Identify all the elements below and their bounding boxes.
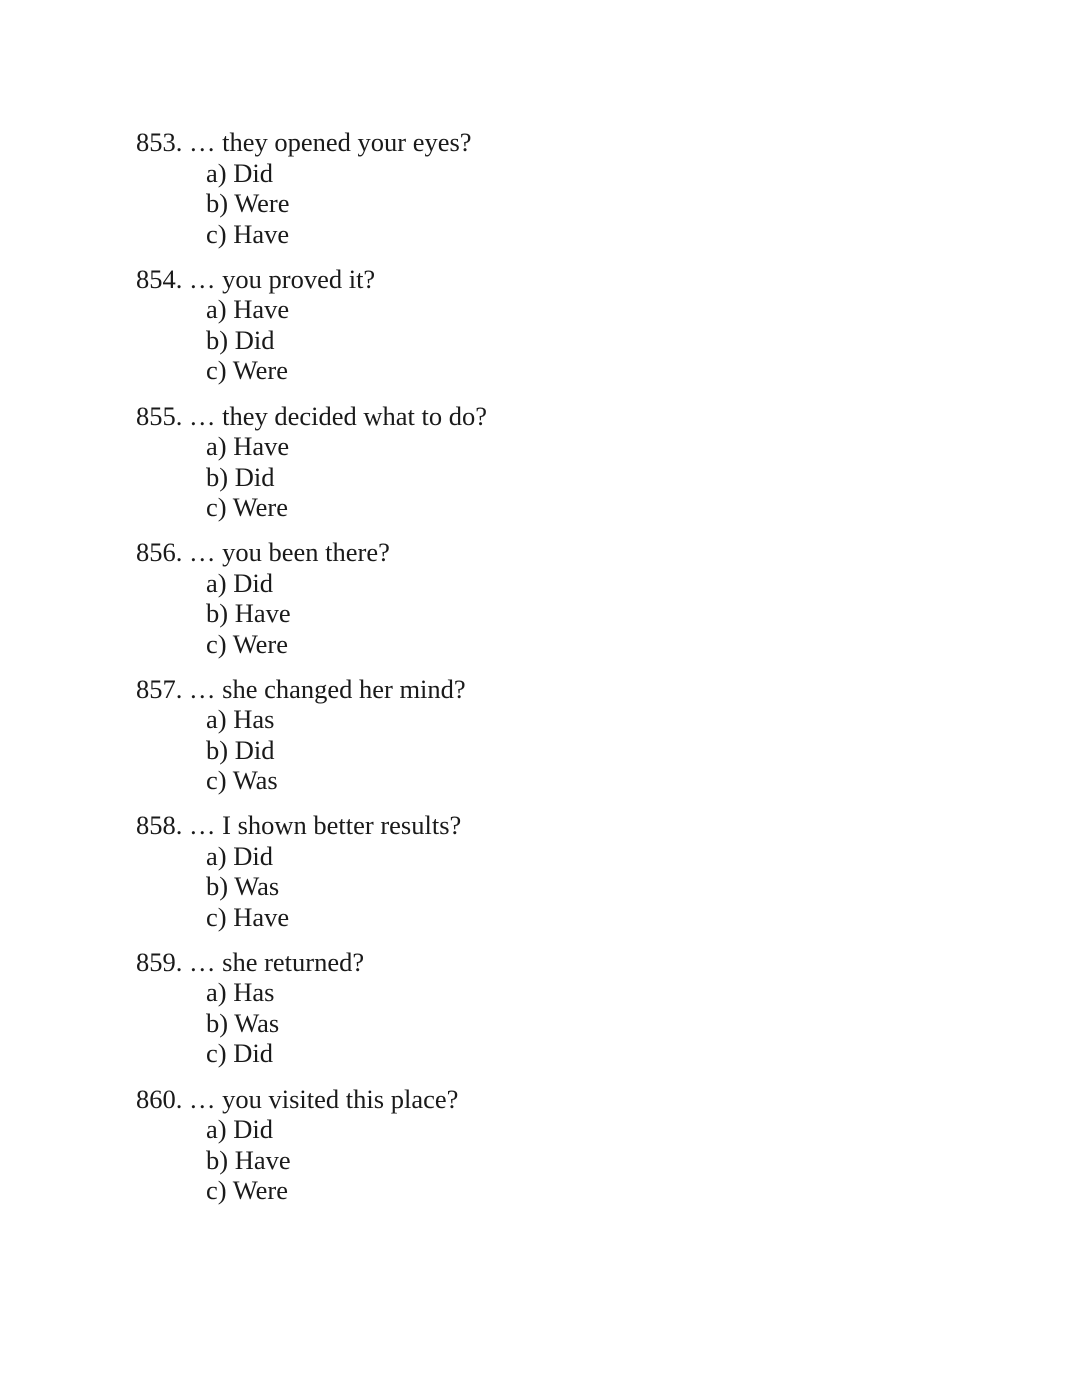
option-label: b) bbox=[206, 871, 229, 901]
option-label: a) bbox=[206, 1114, 227, 1144]
question-stem: … they decided what to do? bbox=[189, 400, 488, 431]
question-857 bbox=[136, 674, 836, 796]
option-text: Did bbox=[233, 1114, 273, 1144]
option-label: b) bbox=[206, 188, 229, 218]
option-text: Was bbox=[234, 871, 280, 901]
option-text: Have bbox=[234, 1144, 291, 1175]
question-stem: … you proved it? bbox=[189, 263, 376, 294]
option-text: Were bbox=[232, 492, 288, 522]
question-line bbox=[136, 537, 836, 568]
option-text: Has bbox=[233, 704, 275, 734]
option-text: Did bbox=[233, 567, 273, 598]
options-list bbox=[136, 568, 836, 660]
question-stem: … they opened your eyes? bbox=[189, 127, 472, 157]
options-list bbox=[136, 1114, 836, 1206]
option-c bbox=[206, 1038, 836, 1069]
question-number: 859. bbox=[136, 946, 183, 977]
question-stem: … I shown better results? bbox=[189, 810, 462, 840]
option-label: b) bbox=[206, 324, 229, 355]
option-c bbox=[206, 219, 836, 250]
question-number: 854. bbox=[136, 263, 183, 294]
option-label: a) bbox=[206, 294, 227, 324]
option-b bbox=[206, 598, 836, 629]
option-label: a) bbox=[206, 704, 227, 734]
question-line bbox=[136, 1084, 836, 1115]
option-label: a) bbox=[206, 840, 227, 871]
option-text: Have bbox=[233, 901, 290, 932]
option-label: b) bbox=[206, 1007, 229, 1038]
option-b bbox=[206, 1145, 836, 1176]
question-856 bbox=[136, 537, 836, 659]
option-label: c) bbox=[206, 765, 227, 795]
option-text: Have bbox=[233, 218, 290, 249]
option-text: Was bbox=[232, 765, 278, 795]
options-list bbox=[136, 704, 836, 796]
option-text: Was bbox=[234, 1007, 280, 1038]
option-label: c) bbox=[206, 1175, 227, 1205]
question-855 bbox=[136, 401, 836, 523]
option-a bbox=[206, 158, 836, 189]
option-label: c) bbox=[206, 218, 227, 249]
question-number: 858. bbox=[136, 810, 183, 840]
question-858 bbox=[136, 810, 836, 932]
option-text: Has bbox=[233, 977, 275, 1007]
option-b bbox=[206, 735, 836, 766]
question-stem: … she returned? bbox=[189, 946, 365, 977]
options-list bbox=[136, 977, 836, 1069]
option-text: Did bbox=[233, 157, 273, 188]
option-label: c) bbox=[206, 492, 227, 522]
option-text: Have bbox=[233, 294, 290, 324]
option-text: Have bbox=[233, 431, 290, 461]
option-c bbox=[206, 902, 836, 933]
question-number: 857. bbox=[136, 673, 183, 704]
option-c bbox=[206, 492, 836, 523]
options-list bbox=[136, 431, 836, 523]
option-text: Did bbox=[233, 840, 273, 871]
question-859 bbox=[136, 947, 836, 1069]
option-c bbox=[206, 355, 836, 386]
question-line bbox=[136, 401, 836, 432]
option-text: Were bbox=[232, 1175, 288, 1205]
question-line bbox=[136, 810, 836, 841]
option-label: b) bbox=[206, 461, 229, 492]
option-a bbox=[206, 704, 836, 735]
option-label: c) bbox=[206, 628, 227, 659]
question-line bbox=[136, 674, 836, 705]
option-text: Did bbox=[234, 324, 275, 355]
option-label: c) bbox=[206, 901, 227, 932]
option-a bbox=[206, 1114, 836, 1145]
option-label: a) bbox=[206, 157, 227, 188]
option-a bbox=[206, 841, 836, 872]
option-label: b) bbox=[206, 598, 229, 628]
question-number: 856. bbox=[136, 537, 183, 567]
option-label: c) bbox=[206, 355, 227, 385]
option-text: Have bbox=[234, 598, 291, 628]
options-list bbox=[136, 294, 836, 386]
option-label: c) bbox=[206, 1038, 227, 1068]
option-a bbox=[206, 431, 836, 462]
option-label: a) bbox=[206, 977, 227, 1007]
question-stem: … you visited this place? bbox=[189, 1083, 459, 1114]
question-number: 860. bbox=[136, 1083, 183, 1114]
options-list bbox=[136, 158, 836, 250]
option-label: b) bbox=[206, 734, 229, 765]
option-c bbox=[206, 1175, 836, 1206]
question-number: 855. bbox=[136, 400, 183, 431]
option-text: Were bbox=[234, 188, 290, 218]
option-text: Did bbox=[234, 461, 275, 492]
question-860 bbox=[136, 1084, 836, 1206]
option-label: b) bbox=[206, 1144, 229, 1175]
option-text: Did bbox=[233, 1038, 273, 1068]
option-label: a) bbox=[206, 567, 227, 598]
question-line bbox=[136, 127, 836, 158]
option-a bbox=[206, 977, 836, 1008]
question-stem: … you been there? bbox=[189, 537, 390, 567]
option-b bbox=[206, 871, 836, 902]
option-text: Were bbox=[232, 355, 288, 385]
option-a bbox=[206, 568, 836, 599]
option-a bbox=[206, 294, 836, 325]
options-list bbox=[136, 841, 836, 933]
question-stem: … she changed her mind? bbox=[189, 673, 466, 704]
question-line bbox=[136, 947, 836, 978]
option-label: a) bbox=[206, 431, 227, 461]
option-text: Did bbox=[234, 734, 275, 765]
question-line bbox=[136, 264, 836, 295]
option-text: Were bbox=[232, 628, 288, 659]
option-b bbox=[206, 188, 836, 219]
option-b bbox=[206, 1008, 836, 1039]
option-b bbox=[206, 325, 836, 356]
question-854 bbox=[136, 264, 836, 386]
option-c bbox=[206, 765, 836, 796]
question-number: 853. bbox=[136, 127, 183, 157]
question-853 bbox=[136, 127, 836, 249]
option-c bbox=[206, 629, 836, 660]
option-b bbox=[206, 462, 836, 493]
